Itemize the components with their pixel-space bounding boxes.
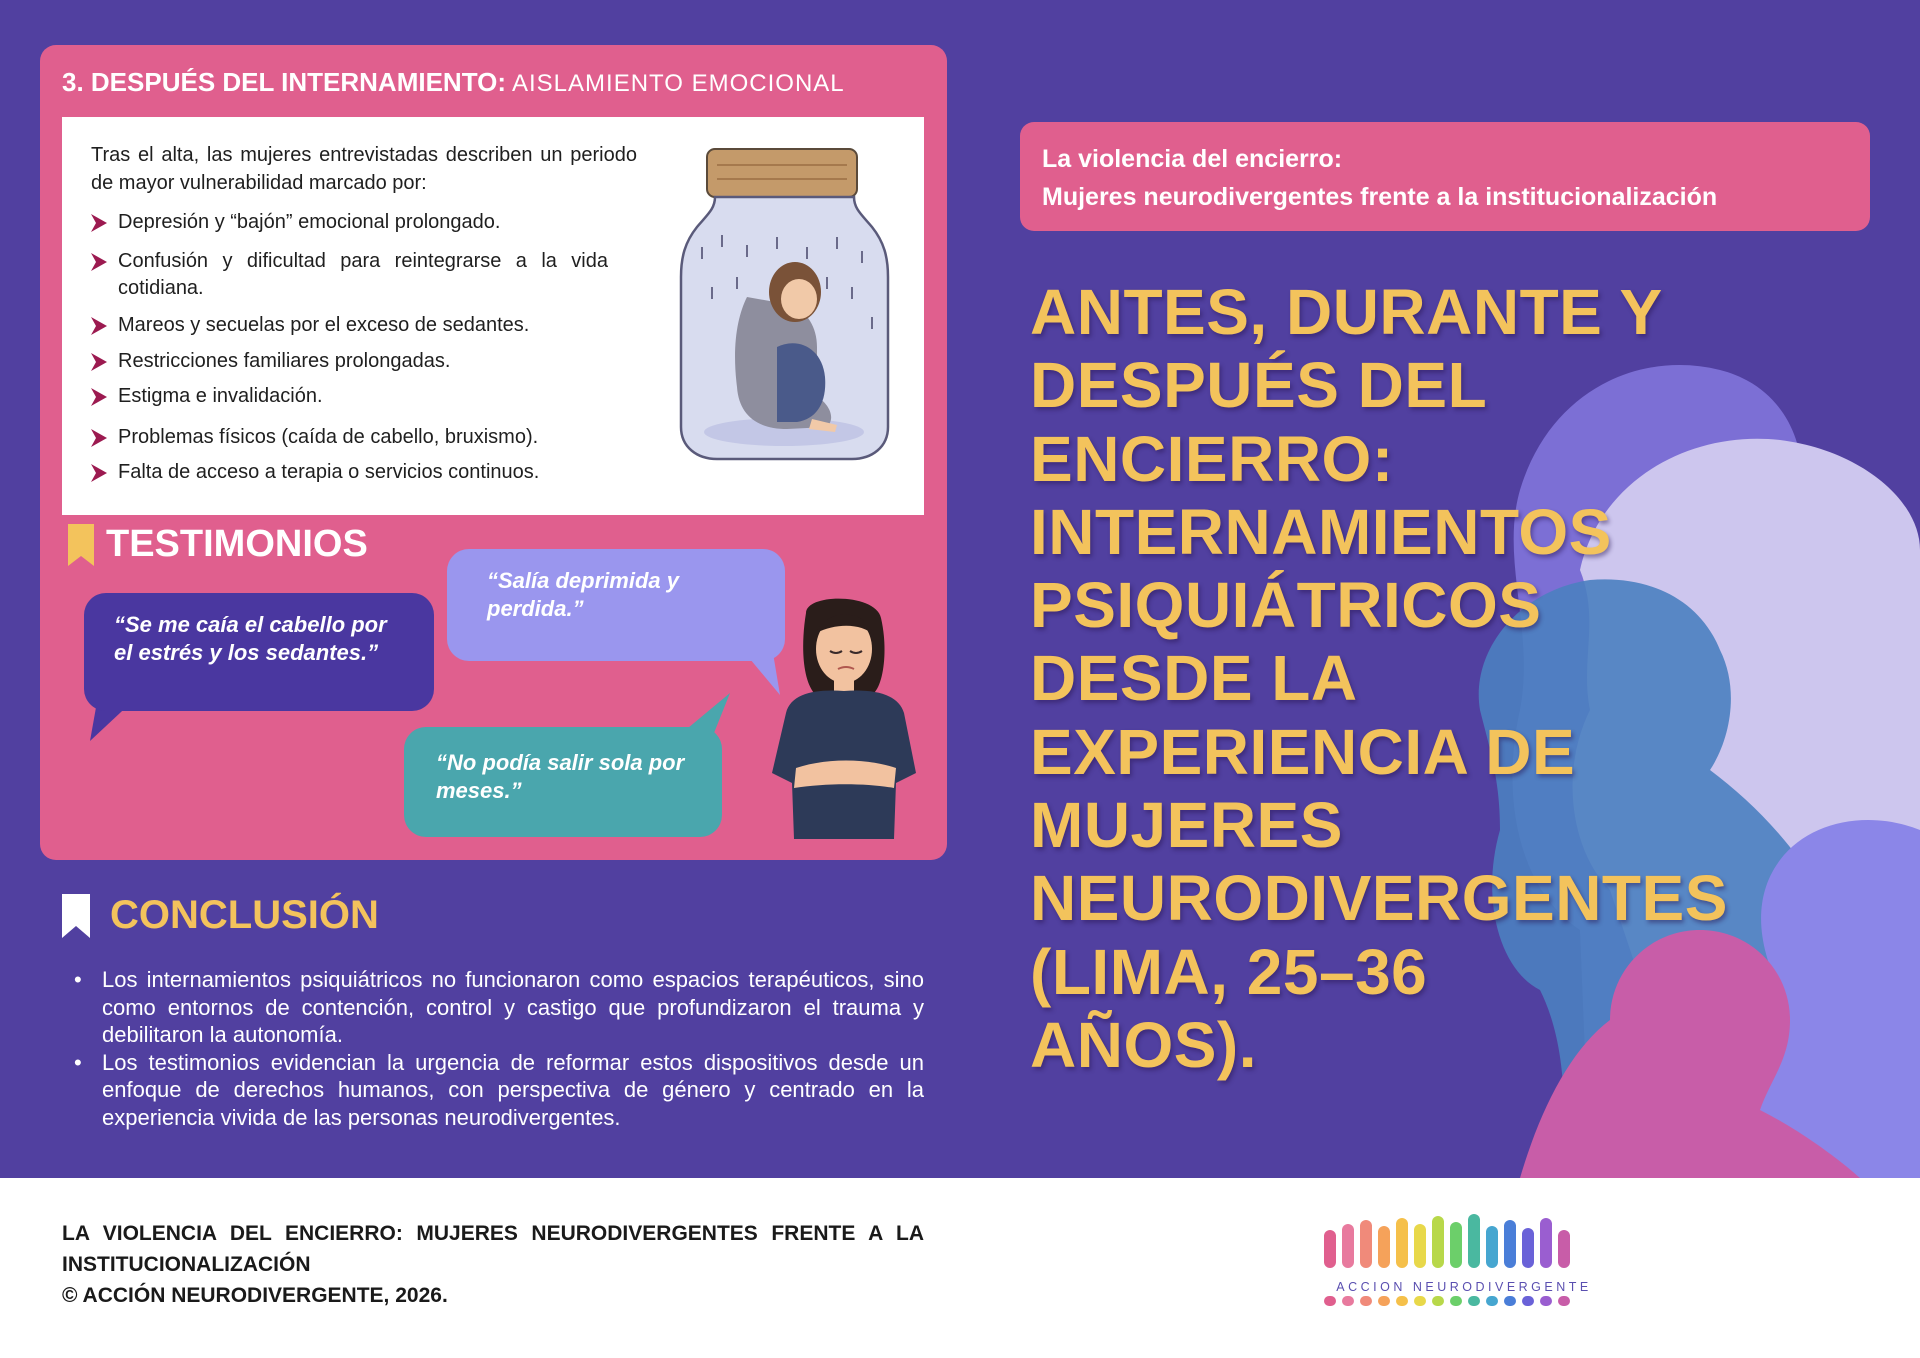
chevron-right-icon: [88, 212, 110, 234]
list-item: Restricciones familiares prolongadas.: [88, 348, 608, 375]
footer-line-2: INSTITUCIONALIZACIÓN: [62, 1253, 311, 1276]
chevron-right-icon: [88, 251, 110, 273]
list-item: • Los internamientos psiquiátricos no funcionaron como espacios terapéuticos, sino como entornos de contención, control y castigo que profundizaron el trauma y debilitaron la autonomía.: [72, 966, 924, 1049]
intro-text: Tras el alta, las mujeres entrevistadas describen un periodo de mayor vulnerabilidad marcado por:: [91, 144, 637, 194]
accion-neurodivergente-logo: [1320, 1212, 1605, 1320]
list-item: Confusión y dificultad para reintegrarse a la vida cotidiana.: [88, 248, 608, 302]
page-title: ANTES, DURANTE Y DESPUÉS DEL ENCIERRO: INTERNAMIENTOS PSIQUIÁTRICOS DESDE LA EXPERIENCIA DE MUJERES NEURODIVERGENTES (LIMA, 25–36 AÑOS).: [1030, 276, 1728, 1081]
after-internment-panel: [40, 45, 947, 860]
testimonio-bubble: “No podía salir sola por meses.”: [404, 727, 722, 837]
symptoms-list: [88, 209, 608, 486]
testimonio-bubble: “Se me caía el cabello por el estrés y los sedantes.”: [84, 593, 434, 711]
conclusion-list: [72, 966, 924, 1131]
bookmark-icon: [62, 894, 90, 938]
bookmark-icon: [68, 524, 94, 566]
logo-label: ACCION NEURODIVERGENTE: [1336, 1280, 1592, 1294]
conclusion-heading: CONCLUSIÓN: [62, 893, 379, 938]
testimonio-bubble: “Salía deprimida y perdida.”: [447, 549, 785, 661]
tag-line-2: Mujeres neurodivergentes frente a la institucionalización: [1042, 183, 1718, 211]
footer-credits: [62, 1218, 924, 1311]
chevron-right-icon: [88, 315, 110, 337]
section-subtitle: AISLAMIENTO EMOCIONAL: [512, 70, 845, 97]
chevron-right-icon: [88, 386, 110, 408]
sad-woman-illustration: [766, 593, 921, 839]
list-item: Depresión y “bajón” emocional prolongado.: [88, 209, 608, 236]
chevron-right-icon: [88, 462, 110, 484]
footer-copyright: © ACCIÓN NEURODIVERGENTE, 2026.: [62, 1284, 448, 1307]
chevron-right-icon: [88, 427, 110, 449]
footer-line-1: LA VIOLENCIA DEL ENCIERRO: MUJERES NEURODIVERGENTES FRENTE A LA: [62, 1222, 924, 1245]
list-item: Mareos y secuelas por el exceso de sedantes.: [88, 312, 608, 339]
tag-line-1: La violencia del encierro:: [1042, 145, 1343, 173]
list-item: Problemas físicos (caída de cabello, bruxismo).: [88, 424, 608, 451]
section-title-main: 3. DESPUÉS DEL INTERNAMIENTO:: [62, 67, 506, 97]
subtitle-tag: [1020, 122, 1870, 231]
section-title: [62, 67, 845, 98]
symptoms-box: [62, 117, 924, 515]
list-item: Falta de acceso a terapia o servicios continuos.: [88, 459, 608, 486]
chevron-right-icon: [88, 351, 110, 373]
list-item: • Los testimonios evidencian la urgencia de reformar estos dispositivos desde un enfoque de derechos humanos, con perspectiva de género y centrado en la experiencia vivida de las personas neurodivergentes.: [72, 1049, 924, 1132]
testimonios-heading: TESTIMONIOS: [68, 523, 368, 566]
list-item: Estigma e invalidación.: [88, 383, 608, 410]
woman-in-jar-illustration: [677, 147, 892, 462]
